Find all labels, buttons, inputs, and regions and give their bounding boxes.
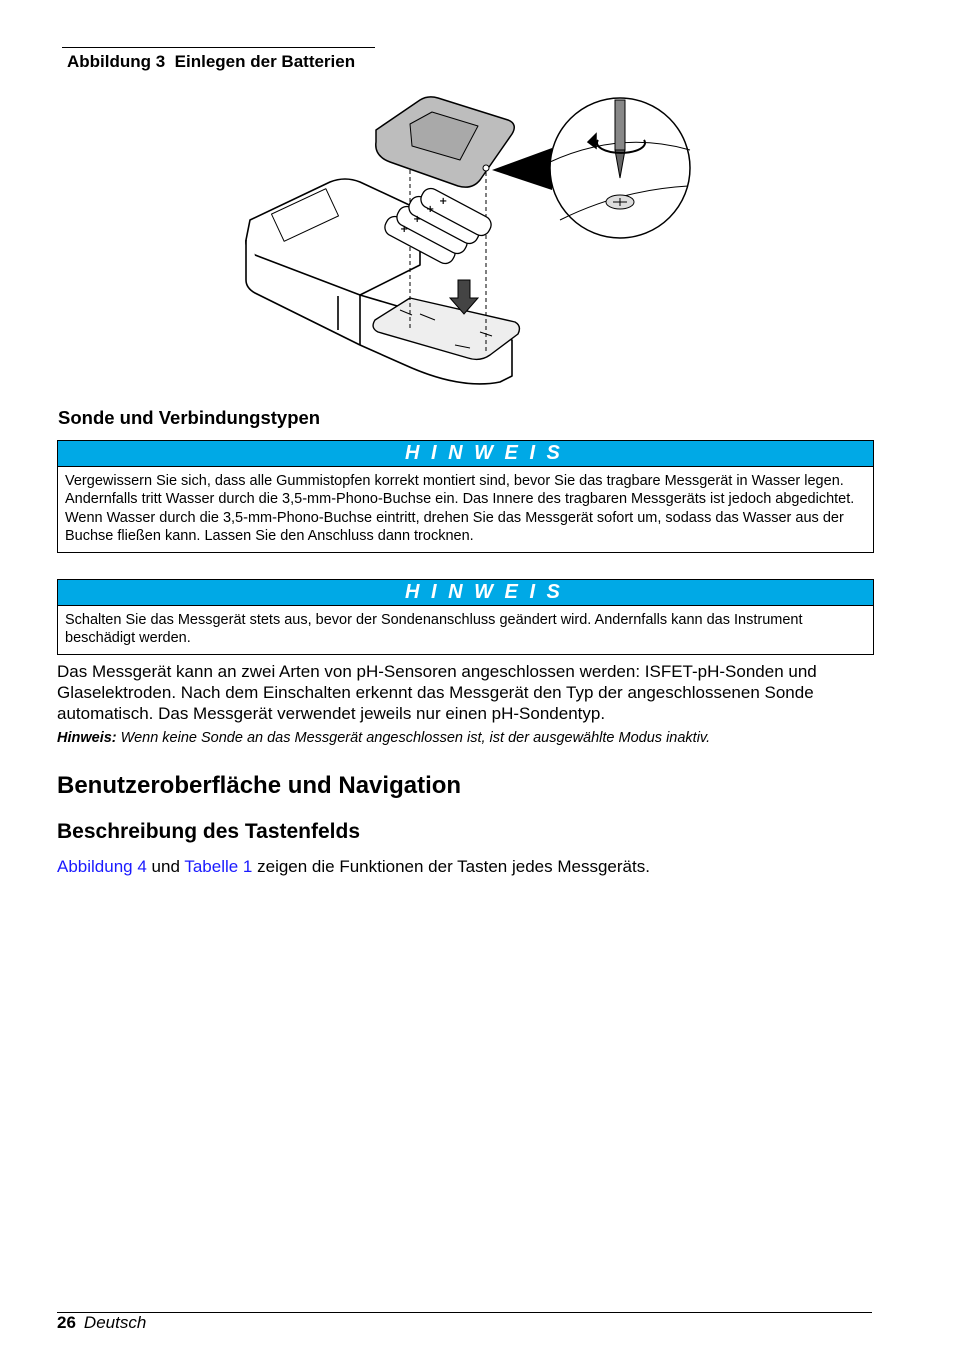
note-text: Wenn keine Sonde an das Messgerät angeschlossen ist, ist der ausgewählte Modus inaktiv. [116,730,711,746]
figure-label: Abbildung 3 [67,52,166,71]
page-number: 26 [57,1313,76,1332]
page-footer [57,1313,146,1333]
figure-title: Einlegen der Batterien [174,52,356,71]
notice-box [57,579,874,655]
connector-text: und [146,857,185,876]
battery-installation-illustration [60,90,700,398]
footer-language: Deutsch [83,1313,147,1332]
body-paragraph: Das Messgerät kann an zwei Arten von pH-Sensoren angeschlossen werden: ISFET-pH-Sonden und Glaselektroden. Nach dem Einschalten erkennt das Messgerät den Typ der angeschlossenen Sonde automatisch. Das Messgerät verwendet jeweils nur einen pH-Sondentyp. [57,662,817,723]
keypad-text: zeigen die Funktionen der Tasten jedes Messgeräts. [252,857,650,876]
battery-plus-mark: + [400,224,409,235]
note-line [57,730,710,746]
battery-plus-mark: + [439,196,448,207]
keypad-paragraph [57,857,650,877]
notice-box [57,440,874,553]
figure-caption [67,52,355,72]
figure-top-rule [62,47,375,48]
note-label: Hinweis: [57,730,117,746]
battery-plus-mark: + [426,204,435,215]
footer-rule [57,1312,872,1313]
screw-detail-circle [550,98,690,238]
section-heading-ui: Benutzeroberfläche und Navigation [57,772,462,799]
notice-title: H I N W E I S [58,441,873,467]
notice-text: Schalten Sie das Messgerät stets aus, bevor der Sondenanschluss geändert wird. Andernfalls kann das Instrument beschädigt werden. [65,612,803,647]
notice-text: Vergewissern Sie sich, dass alle Gummistopfen korrekt montiert sind, bevor Sie das tragbare Messgerät in Wasser legen. Andernfalls tritt Wasser durch die 3,5-mm-Phono-Buchse ein. Das Innere des tragbaren Messgeräts ist jedoch abgedichtet. Wenn Wasser durch die 3,5-mm-Phono-Buchse eintritt, drehen Sie das Messgerät sofort um, sodass das Wasser aus der Buchse fließen kann. Lassen Sie den Anschluss dann trocknen. [65,473,855,545]
notice-title: H I N W E I S [58,580,873,606]
section-heading-probe: Sonde und Verbindungstypen [58,407,321,428]
subsection-heading-keypad: Beschreibung des Tastenfelds [57,820,361,843]
figure-4-link[interactable]: Abbildung 4 [57,857,147,876]
battery-plus-mark: + [413,214,422,225]
table-1-link[interactable]: Tabelle 1 [184,857,253,876]
